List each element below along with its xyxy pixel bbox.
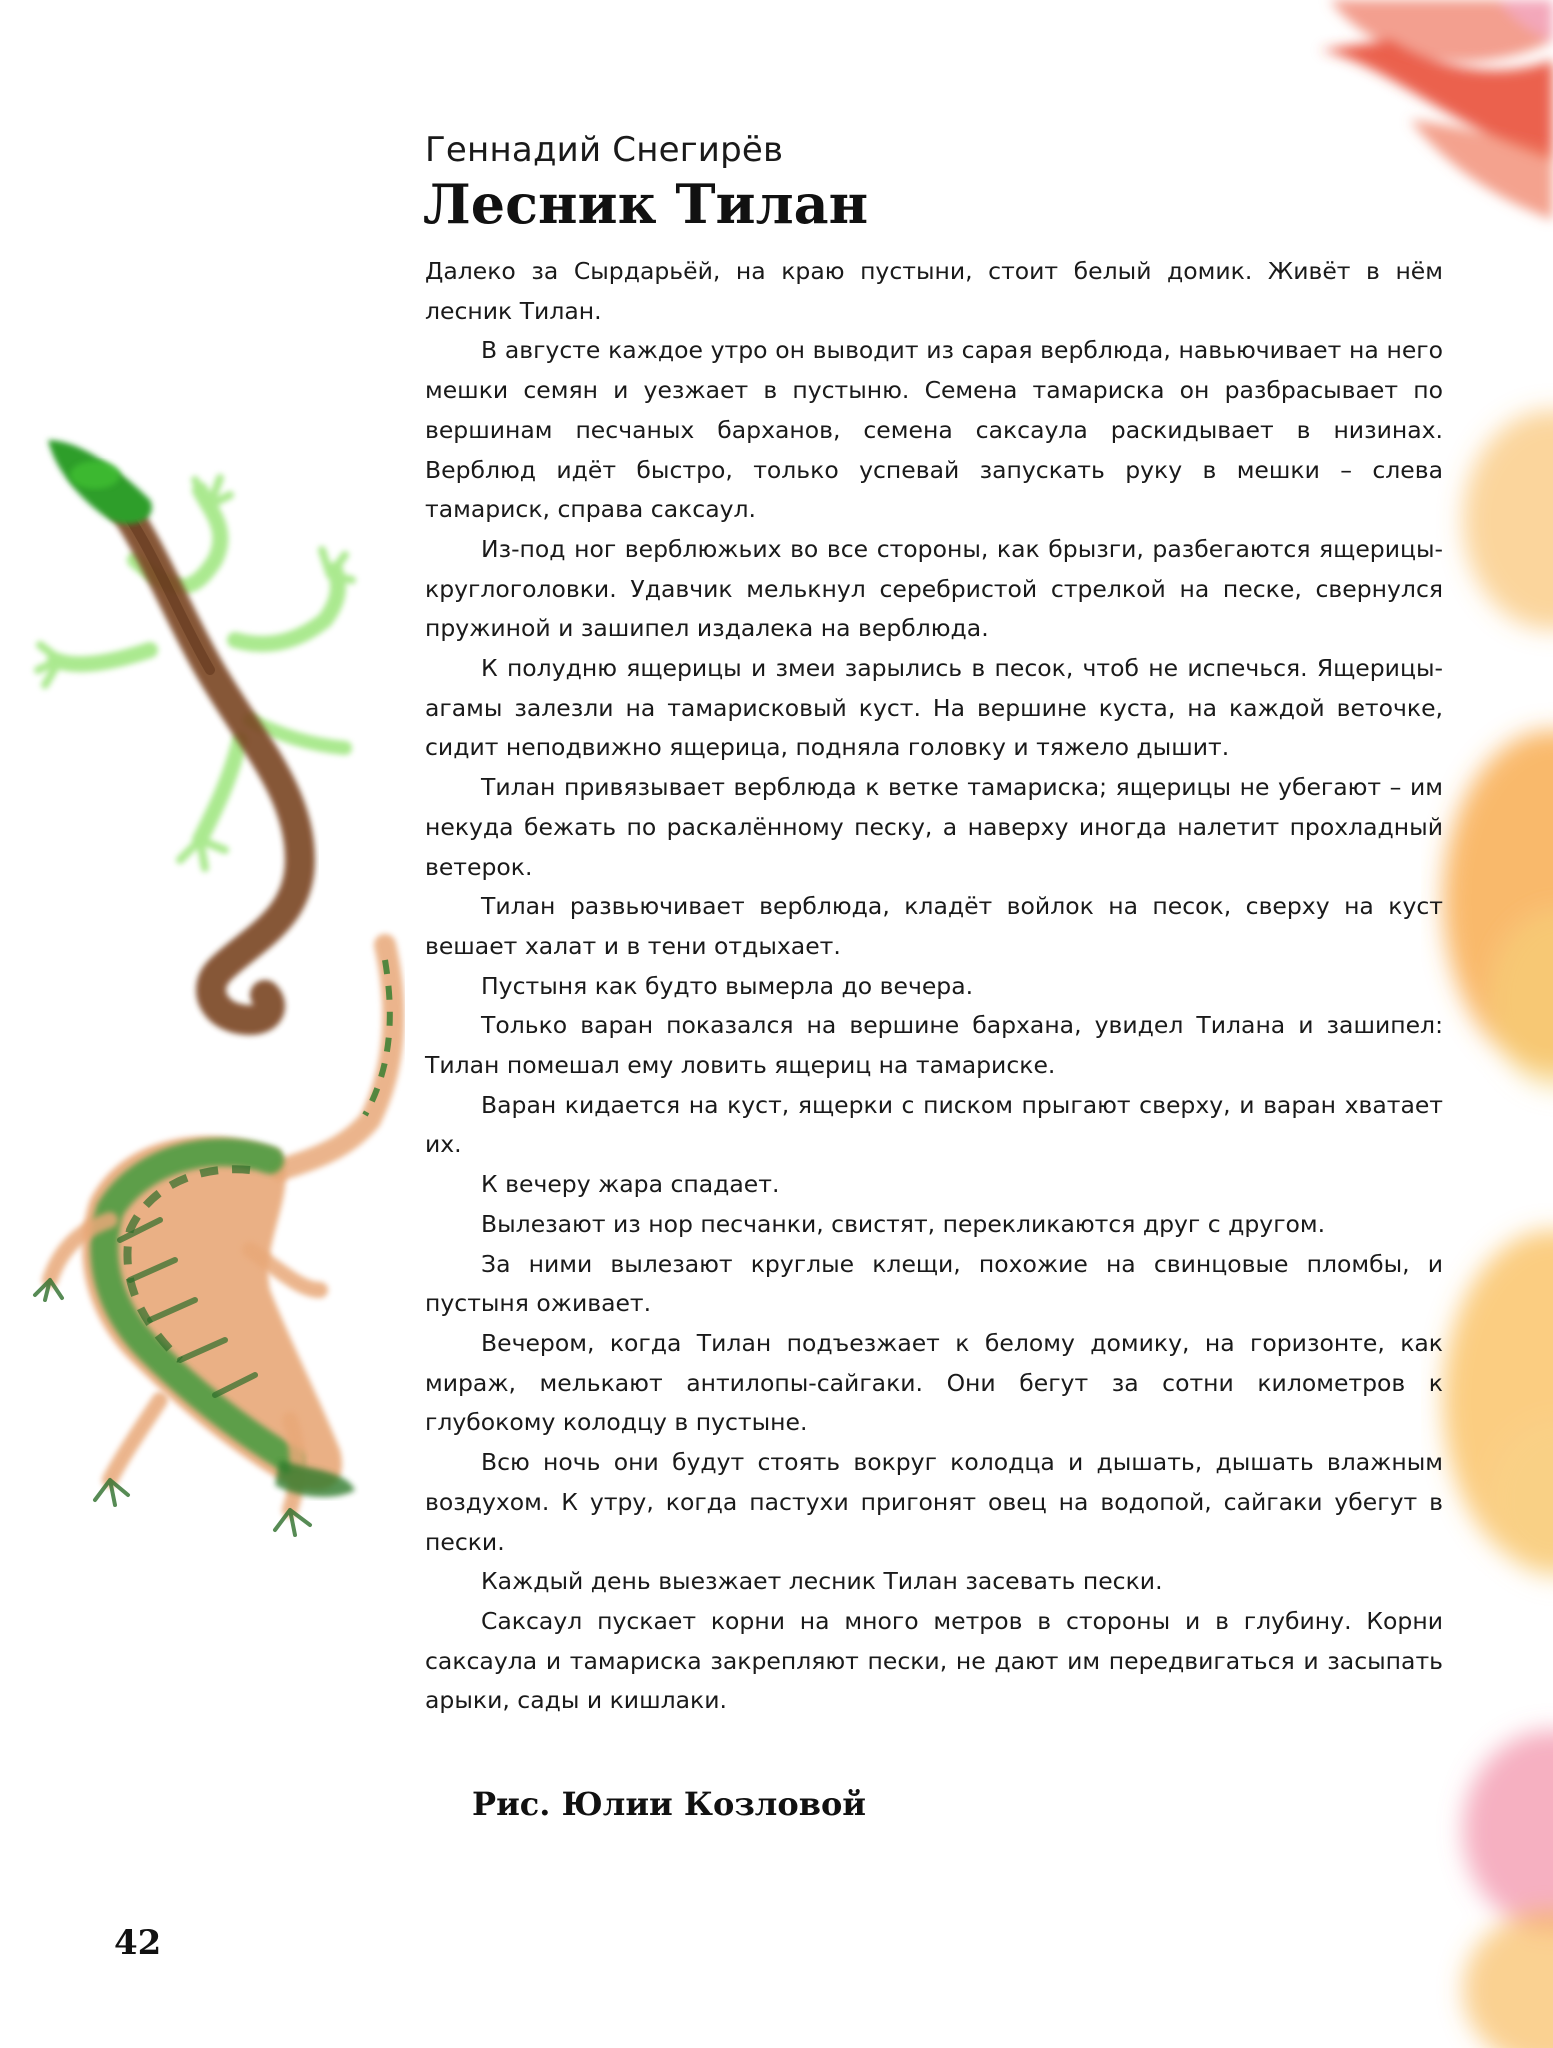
story-paragraph: В августе каждое утро он выводит из сарая верблюда, навьючивает на него мешки семян и уезжает в пустыню. Семена тамариска он разбрасывает по вершинам песчаных барханов, семена саксаула раскидывает в низинах. Верблюд идёт быстро, только успевай запускать руку в мешки – слева тамариск, справа саксаул. [425,336,1443,524]
story-paragraph: К полудню ящерицы и змеи зарылись в песок, чтоб не испечься. Ящерицы-агамы залезли на тамарисковый куст. На вершине куста, на каждой веточке, сидит неподвижно ящерица, подняла головку и тяжело дышит. [425,654,1443,762]
story-paragraph: Вечером, когда Тилан подъезжает к белому домику, на горизонте, как мираж, мелькают антилопы-сайгаки. Они бегут за сотни километров к глубокому колодцу в пустыне. [425,1328,1443,1437]
story-paragraph: К вечеру жара спадает. [481,1170,780,1199]
lizard-top-illustration [38,440,352,1020]
story-paragraph: За ними вылезают круглые клещи, похожие на свинцовые пломбы, и пустыня оживает. [425,1249,1443,1318]
story-paragraph: Пустыня как будто вымерла до вечера. [481,971,974,1000]
story-paragraph: Каждый день выезжает лесник Тилан засевать пески. [481,1567,1163,1596]
story-paragraph: Далеко за Сырдарьёй, на краю пустыни, стоит белый домик. Живёт в нём лесник Тилан. [425,257,1443,325]
orange-flower-decoration [1443,410,1553,2048]
red-flower-decoration [1320,0,1553,220]
story-paragraph: Саксаул пускает корни на много метров в стороны и в глубину. Корни саксаула и тамариска закрепляют пески, не дают им передвигаться и засыпать арыки, сады и кишлаки. [425,1606,1443,1715]
story-paragraph: Варан кидается на куст, ящерки с писком прыгают сверху, и варан хватает их. [425,1090,1443,1159]
lizard-bottom-illustration [35,945,393,1535]
story-paragraph: Тилан привязывает верблюда к ветке тамариска; ящерицы не убегают – им некуда бежать по раскалённому песку, а наверху иногда налетит прохладный ветерок. [425,773,1443,881]
story-paragraph: Всю ночь они будут стоять вокруг колодца и дышать, дышать влажным воздухом. К утру, когда пастухи пригонят овец на водопой, сайгаки убегут в пески. [425,1448,1443,1556]
story-body [425,252,1443,1721]
story-paragraph: Тилан развьючивает верблюда, кладёт войлок на песок, сверху на куст вешает халат и в тени отдыхает. [425,892,1443,960]
story-paragraph: Вылезают из нор песчанки, свистят, перекликаются друг с другом. [481,1209,1326,1238]
story-paragraph: Из-под ног верблюжьих во все стороны, как брызги, разбегаются ящерицы-круглоголовки. Удавчик мелькнул серебристой стрелкой на песке, свернулся пружиной и зашипел издалека на верблюда. [425,534,1443,643]
page-number: 42 [114,1923,162,1963]
illustrator-credit: Рис. Юлии Козловой [472,1785,867,1823]
story-paragraph: Только варан показался на вершине бархана, увидел Тилана и зашипел: Тилан помешал ему ловить ящериц на тамариске. [425,1011,1443,1080]
author-name: Геннадий Снегирёв [425,130,784,170]
story-title: Лесник Тилан [423,172,869,236]
